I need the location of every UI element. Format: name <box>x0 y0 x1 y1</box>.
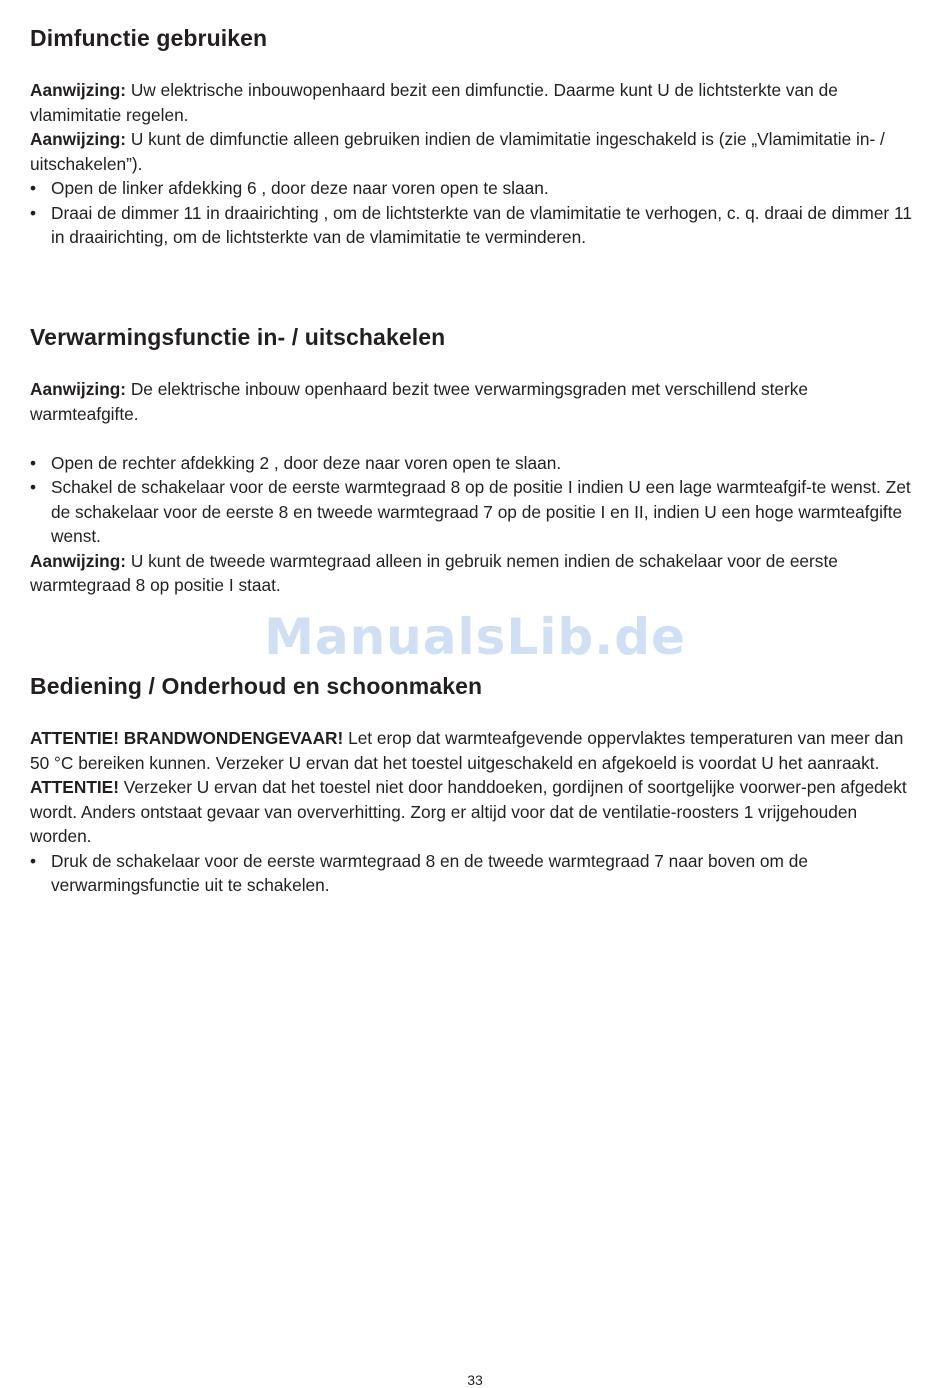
note-label: Aanwijzing: <box>30 80 127 100</box>
list-item: • Druk de schakelaar voor de eerste warmtegraad 8 en de tweede warmtegraad 7 naar boven om de verwarmingsfunctie uit te schakelen. <box>30 849 920 898</box>
section-title: Dimfunctie gebruiken <box>30 25 268 51</box>
warning-paragraph <box>30 775 920 849</box>
note-label: Aanwijzing: <box>30 550 127 571</box>
note-text: U kunt de tweede warmtegraad alleen in gebruik nemen indien de schakelaar voor de eerste warmtegraad 8 op positie I staat. <box>30 550 838 595</box>
bullet-list <box>30 451 920 549</box>
section-dimfunctie <box>30 23 920 250</box>
list-item: • Open de linker afdekking 6 , door deze naar voren open te slaan. <box>30 176 920 201</box>
note-text: U kunt de dimfunctie alleen gebruiken indien de vlamimitatie ingeschakeld is (zie „Vlamimitatie in- / uitschakelen”). <box>30 129 885 174</box>
section-verwarmingsfunctie <box>30 322 920 598</box>
warning-text: Verzeker U ervan dat het toestel niet door handdoeken, gordijnen of soortgelijke voorwer-pen afgedekt wordt. Anders ontstaat gevaar van oververhitting. Zorg er altijd voor dat de ventilatie-roosters 1 vrijgehouden worden. <box>30 777 907 846</box>
note-paragraph <box>30 78 920 127</box>
warning-paragraph <box>30 726 920 775</box>
page-number: 33 <box>467 1372 483 1388</box>
list-item: • Draai de dimmer 11 in draairichting , om de lichtsterkte van de vlamimitatie te verhogen, c. q. draai de dimmer 11 in draairichting, om de lichtsterkte van de vlamimitatie te verminderen. <box>30 201 920 250</box>
section-bediening-onderhoud <box>30 671 920 898</box>
note-text: Uw elektrische inbouwopenhaard bezit een dimfunctie. Daarme kunt U de lichtsterkte van de vlamimitatie regelen. <box>30 80 838 125</box>
warning-text: Let erop dat warmteafgevende oppervlaktes temperaturen van meer dan 50 °C bereiken kunnen. Verzeker U ervan dat het toestel uitgeschakeld en afgekoeld is voordat U het aanraakt. <box>30 728 904 773</box>
note-label: Aanwijzing: <box>30 129 127 149</box>
list-item: • Open de rechter afdekking 2 , door deze naar voren open te slaan. <box>30 451 920 476</box>
section-title: Verwarmingsfunctie in- / uitschakelen <box>30 324 446 350</box>
note-label: Aanwijzing: <box>30 379 127 399</box>
note-paragraph <box>30 549 920 598</box>
note-paragraph <box>30 127 920 176</box>
note-text: De elektrische inbouw openhaard bezit twee verwarmingsgraden met verschillend sterke warmteafgifte. <box>30 379 809 424</box>
watermark: ManualsLib.de <box>264 608 686 666</box>
warning-label: ATTENTIE! BRANDWONDENGEVAAR! <box>30 728 344 748</box>
bullet-list <box>30 176 920 250</box>
warning-label: ATTENTIE! <box>30 777 119 797</box>
bullet-list <box>30 849 920 898</box>
section-title: Bediening / Onderhoud en schoonmaken <box>30 673 483 699</box>
list-item: • Schakel de schakelaar voor de eerste warmtegraad 8 op de positie I indien U een lage warmteafgif-te wenst. Zet de schakelaar voor de eerste 8 en tweede warmtegraad 7 op de positie I en II, indien U een hoge warmteafgifte wenst. <box>30 475 920 549</box>
note-paragraph <box>30 377 920 426</box>
